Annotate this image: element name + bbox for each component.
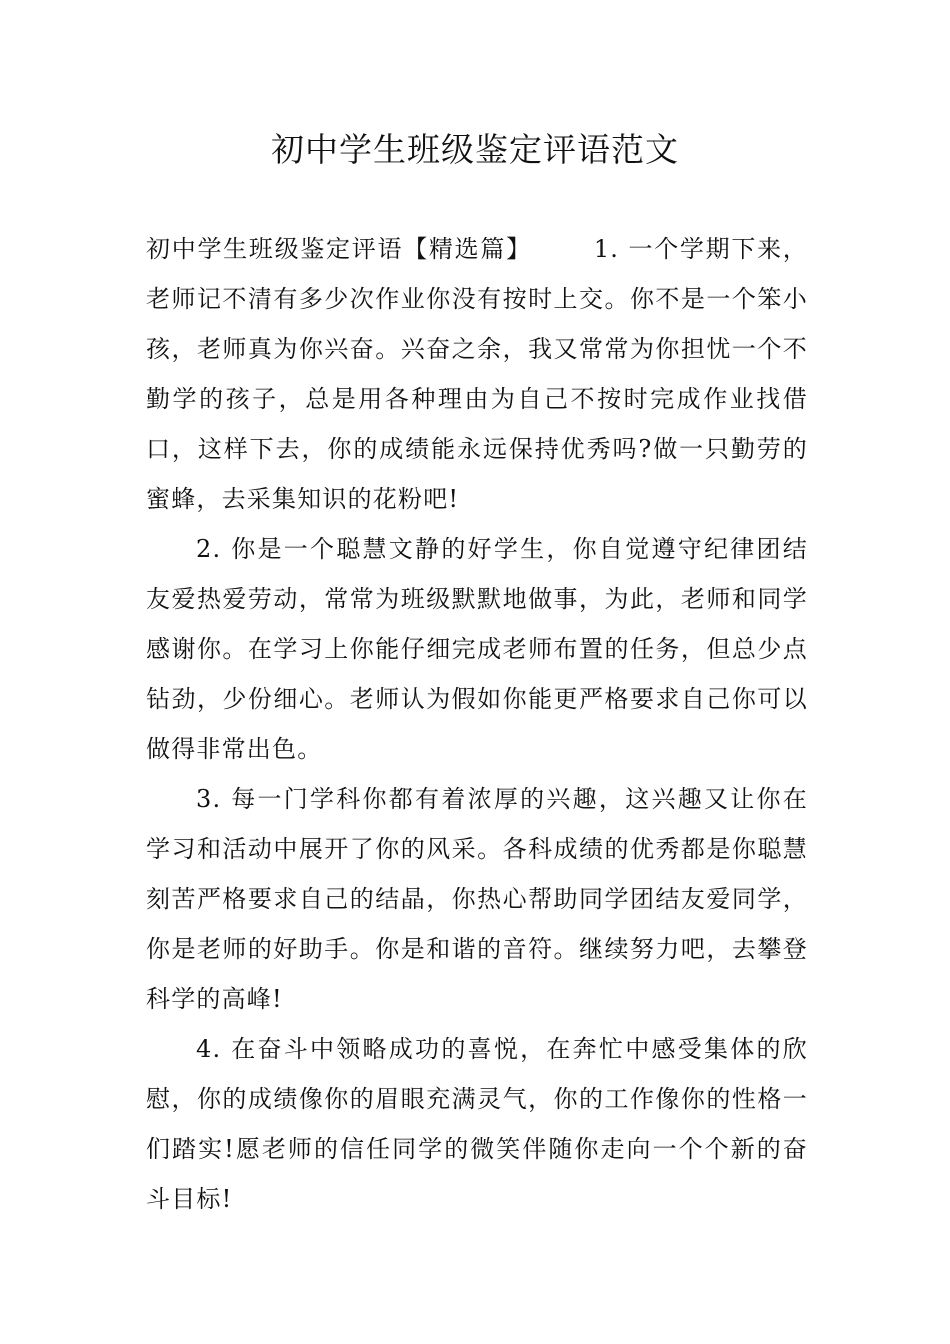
paragraph-4: 4. 在奋斗中领略成功的喜悦，在奔忙中感受集体的欣慰，你的成绩像你的眉眼充满灵气，你的工作像你的性格一们踏实!愿老师的信任同学的微笑伴随你走向一个个新的奋斗目标! xyxy=(146,1035,808,1213)
paragraph-3: 3. 每一门学科你都有着浓厚的兴趣，这兴趣又让你在学习和活动中展开了你的风采。各科成绩的优秀都是你聪慧刻苦严格要求自己的结晶，你热心帮助同学团结友爱同学，你是老师的好助手。你是和谐的音符。继续努力吧，去攀登科学的高峰! xyxy=(146,785,808,1013)
paragraph-1-text: 1. 一个学期下来，老师记不清有多少次作业你没有按时上交。你不是一个笨小孩，老师真为你兴奋。兴奋之余，我又常常为你担忧一个不勤学的孩子，总是用各种理由为自己不按时完成作业找借口，这样下去，你的成绩能永远保持优秀吗?做一只勤劳的蜜蜂，去采集知识的花粉吧! xyxy=(146,235,809,513)
document-body xyxy=(146,224,808,1224)
lead-heading: 初中学生班级鉴定评语【精选篇】 xyxy=(146,235,532,263)
paragraph-1 xyxy=(146,224,808,524)
document-title: 初中学生班级鉴定评语范文 xyxy=(271,130,679,169)
paragraph-2: 2. 你是一个聪慧文静的好学生，你自觉遵守纪律团结友爱热爱劳动，常常为班级默默地做事，为此，老师和同学感谢你。在学习上你能仔细完成老师布置的任务，但总少点钻劲，少份细心。老师认为假如你能更严格要求自己你可以做得非常出色。 xyxy=(146,535,808,763)
